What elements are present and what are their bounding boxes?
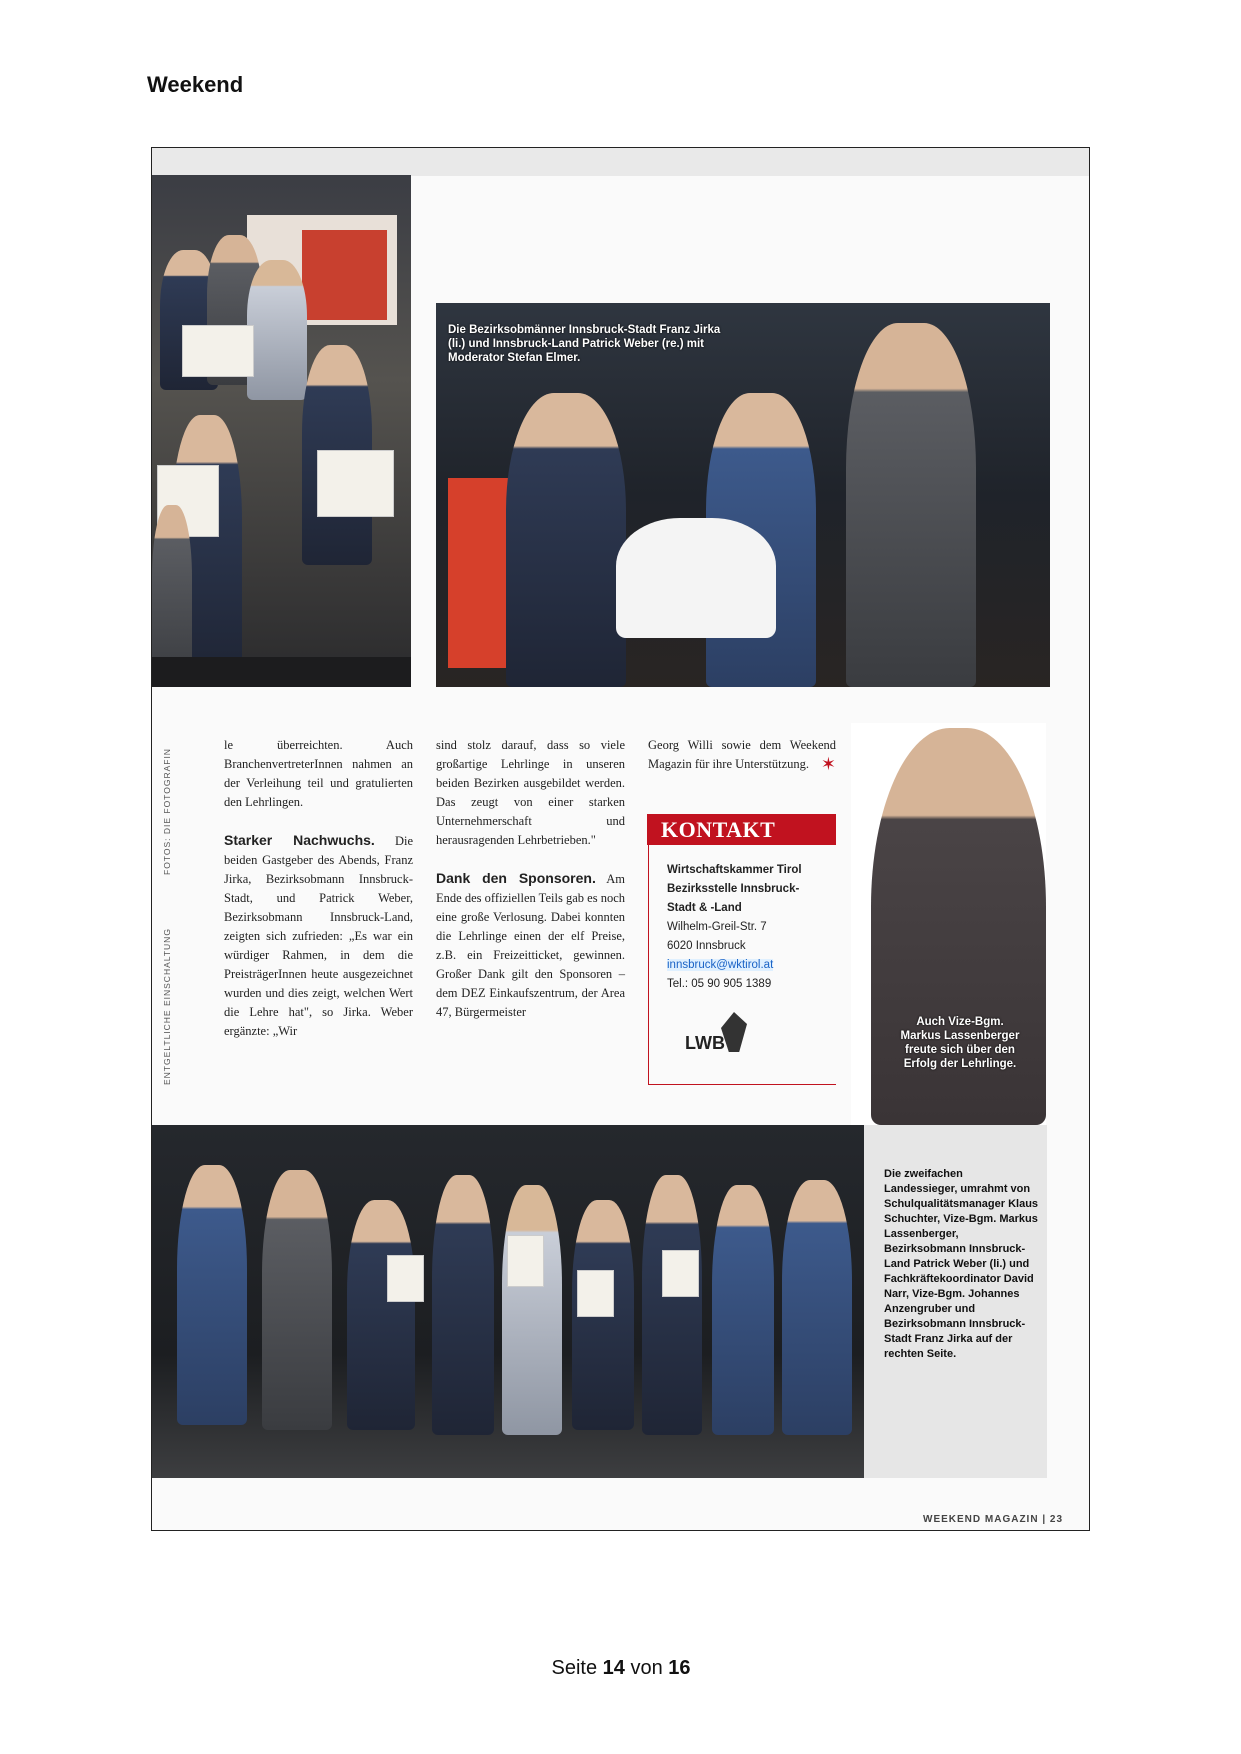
page-top-strip xyxy=(152,148,1089,176)
lwb-logo-text: LWB xyxy=(685,1033,725,1053)
apprentices-photo xyxy=(152,175,411,687)
kontakt-street: Wilhelm-Greil-Str. 7 xyxy=(667,921,767,933)
kontakt-box xyxy=(648,845,836,1085)
credit-left: ENTGELTLICHE EINSCHALTUNG xyxy=(162,928,172,1085)
page-number: Seite 14 von 16 xyxy=(551,1657,691,1679)
col1-paragraph-1: le überreichten. Auch BranchenvertreterInnen nahmen an der Verleihung teil und gratulierten den Lehrlingen. xyxy=(224,738,413,809)
group-photo-caption: Die zweifachen Landessieger, umrahmt von Schulqualitätsmanager Klaus Schuchter, Vize-Bgm. Markus Lassenberger, Bezirksobmann Innsbruck-Land Patrick Weber (li.) und Fachkräftekoordinator David Narr, Vize-Bgm. Johannes Anzengruber und Bezirksobmann Innsbruck-Stadt Franz Jirka auf der rechten Seite. xyxy=(884,1168,1039,1360)
subhead-starker-nachwuchs: Starker Nachwuchs. xyxy=(224,832,375,848)
presenters-photo-caption: Die Bezirksobmänner Innsbruck-Stadt Franz Jirka (li.) und Innsbruck-Land Patrick Weber (re.) mit Moderator Stefan Elmer. xyxy=(448,324,721,364)
subhead-dank-sponsoren: Dank den Sponsoren. xyxy=(436,870,596,886)
col2-paragraph-1: sind stolz darauf, dass so viele großartige Lehrlinge in unseren beiden Bezirken ausgebildet werden. Das zeugt von einer starken Unternehmerschaft und herausragenden Lehrbetrieben." xyxy=(436,738,625,847)
kontakt-org-line2: Bezirksstelle Innsbruck- xyxy=(667,883,800,895)
col1-paragraph-2: Starker Nachwuchs. Die beiden Gastgeber des Abends, Franz Jirka, Bezirksobmann Innsbruck-Stadt, und Patrick Weber, Bezirksobmann Innsbruck-Land, zeigten sich zufrieden: „Es war ein würdiger Rahmen, in dem die PreisträgerInnen heute ausgezeichnet wurden und dies zeigt, welchen Wert die Lehre hat", so Jirka. Weber ergänzte: „Wir xyxy=(224,832,413,1038)
portrait-caption: Auch Vize-Bgm. Markus Lassenberger freute sich über den Erfolg der Lehrlinge. xyxy=(900,1016,1020,1070)
group-photo xyxy=(152,1125,864,1478)
article-column-3 xyxy=(648,736,836,774)
credit-right: FOTOS: DIE FOTOGRAFIN xyxy=(162,747,172,875)
kontakt-email-link[interactable]: innsbruck@wktirol.at xyxy=(667,959,774,971)
total-pages: 16 xyxy=(668,1657,691,1679)
magazine-page-footer: WEEKEND MAGAZIN | 23 xyxy=(923,1514,1064,1525)
kontakt-phone: Tel.: 05 90 905 1389 xyxy=(667,978,772,990)
photo-credit xyxy=(162,747,176,1085)
kontakt-org-line1: Wirtschaftskammer Tirol xyxy=(667,864,802,876)
article-end-mark: ✶ xyxy=(820,754,836,774)
kontakt-org-line3: Stadt & -Land xyxy=(667,902,742,914)
col2-paragraph-2: Dank den Sponsoren. Am Ende des offiziellen Teils gab es noch eine große Verlosung. Dabei konnten die Lehrlinge einen der elf Preise, z.B. ein Freizeitticket, gewinnen. Großer Dank gilt den Sponsoren – dem DEZ Einkaufszentrum, der Area 47, Bürgermeister xyxy=(436,870,625,1019)
article-column-2 xyxy=(436,736,625,1022)
document-header-title: Weekend xyxy=(147,72,244,97)
current-page: 14 xyxy=(602,1657,625,1679)
kontakt-city: 6020 Innsbruck xyxy=(667,940,746,952)
article-column-1 xyxy=(224,736,413,1041)
lwb-logo xyxy=(677,1010,752,1070)
col3-paragraph: Georg Willi sowie dem Weekend Magazin für ihre Unterstützung. xyxy=(648,738,836,771)
kontakt-heading: KONTAKT xyxy=(647,814,836,845)
